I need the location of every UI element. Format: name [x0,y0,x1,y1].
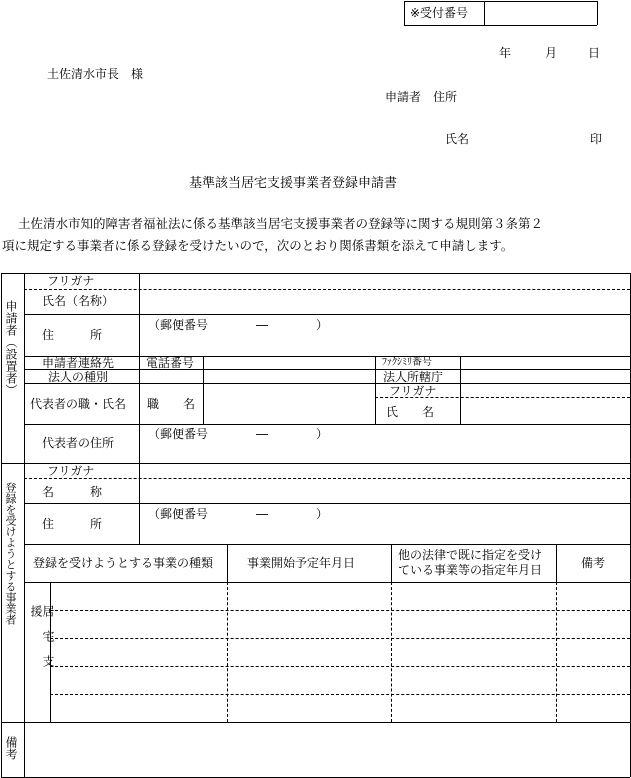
business-name-label: 名 称 [42,485,103,499]
year-label: 年 [499,46,512,60]
addressee: 土佐清水市長 様 [47,67,144,81]
col-business-type: 登録を受けようとする事業の種類 [33,556,214,570]
service-type-label: 居宅支援 [29,605,55,680]
rep-address-label: 代表者の住所 [42,436,115,450]
col-other-designation-line2: ている事業等の指定年月日 [398,563,543,577]
business-side-label: 登録を受けようとする事業者 [4,482,17,625]
remarks-label: 備考 [4,736,18,760]
month-label: 月 [545,46,558,60]
applicant-side-label: 申請者（設置者） [4,300,18,396]
business-postal-label: （郵便番号 ― ） [148,507,329,521]
corp-authority-label: 法人所轄庁 [383,370,444,384]
col-other-designation-line1: 他の法律で既に指定を受け [398,548,543,562]
business-address-label: 住 所 [42,517,103,531]
applicant-address-label: 申請者 住所 [385,90,458,104]
position-label: 職 名 [147,397,196,411]
rep-furigana-label: フリガナ [389,384,437,398]
seal-label: 印 [590,132,603,146]
day-label: 日 [588,46,601,60]
receipt-number-label: ※受付番号 [410,6,469,20]
business-furigana-label: フリガナ [47,464,95,478]
applicant-name-label: 氏名 [445,132,470,146]
applicant-contact-label: 申請者連絡先 [42,356,115,370]
phone-label: 電話番号 [146,356,195,370]
col-start-date: 事業開始予定年月日 [247,556,356,570]
rep-name-label: 氏 名 [386,405,435,419]
body-text-line2: 項に規定する事業者に係る登録を受けたいので，次のとおり関係書類を添えて申請します。 [2,238,514,253]
rep-label: 代表者の職・氏名 [30,397,127,411]
rep-postal-label: （郵便番号 ― ） [148,427,329,441]
body-text-line1: 土佐清水市知的障害者福祉法に係る基準該当居宅支援事業者の登録等に関する規則第３条第２ [18,216,544,231]
applicant-name-label-cell: 氏名（名称） [42,294,115,308]
col-remarks: 備考 [581,556,606,570]
fax-label: ﾌｧｸｼﾐﾘ番号 [382,357,432,368]
page-title: 基準該当居宅支援事業者登録申請書 [189,176,398,191]
applicant-furigana-label: フリガナ [47,274,95,288]
applicant-address-label-cell: 住 所 [42,328,103,342]
corp-type-label: 法人の種別 [48,370,109,384]
applicant-postal-label: （郵便番号 ― ） [148,318,329,332]
